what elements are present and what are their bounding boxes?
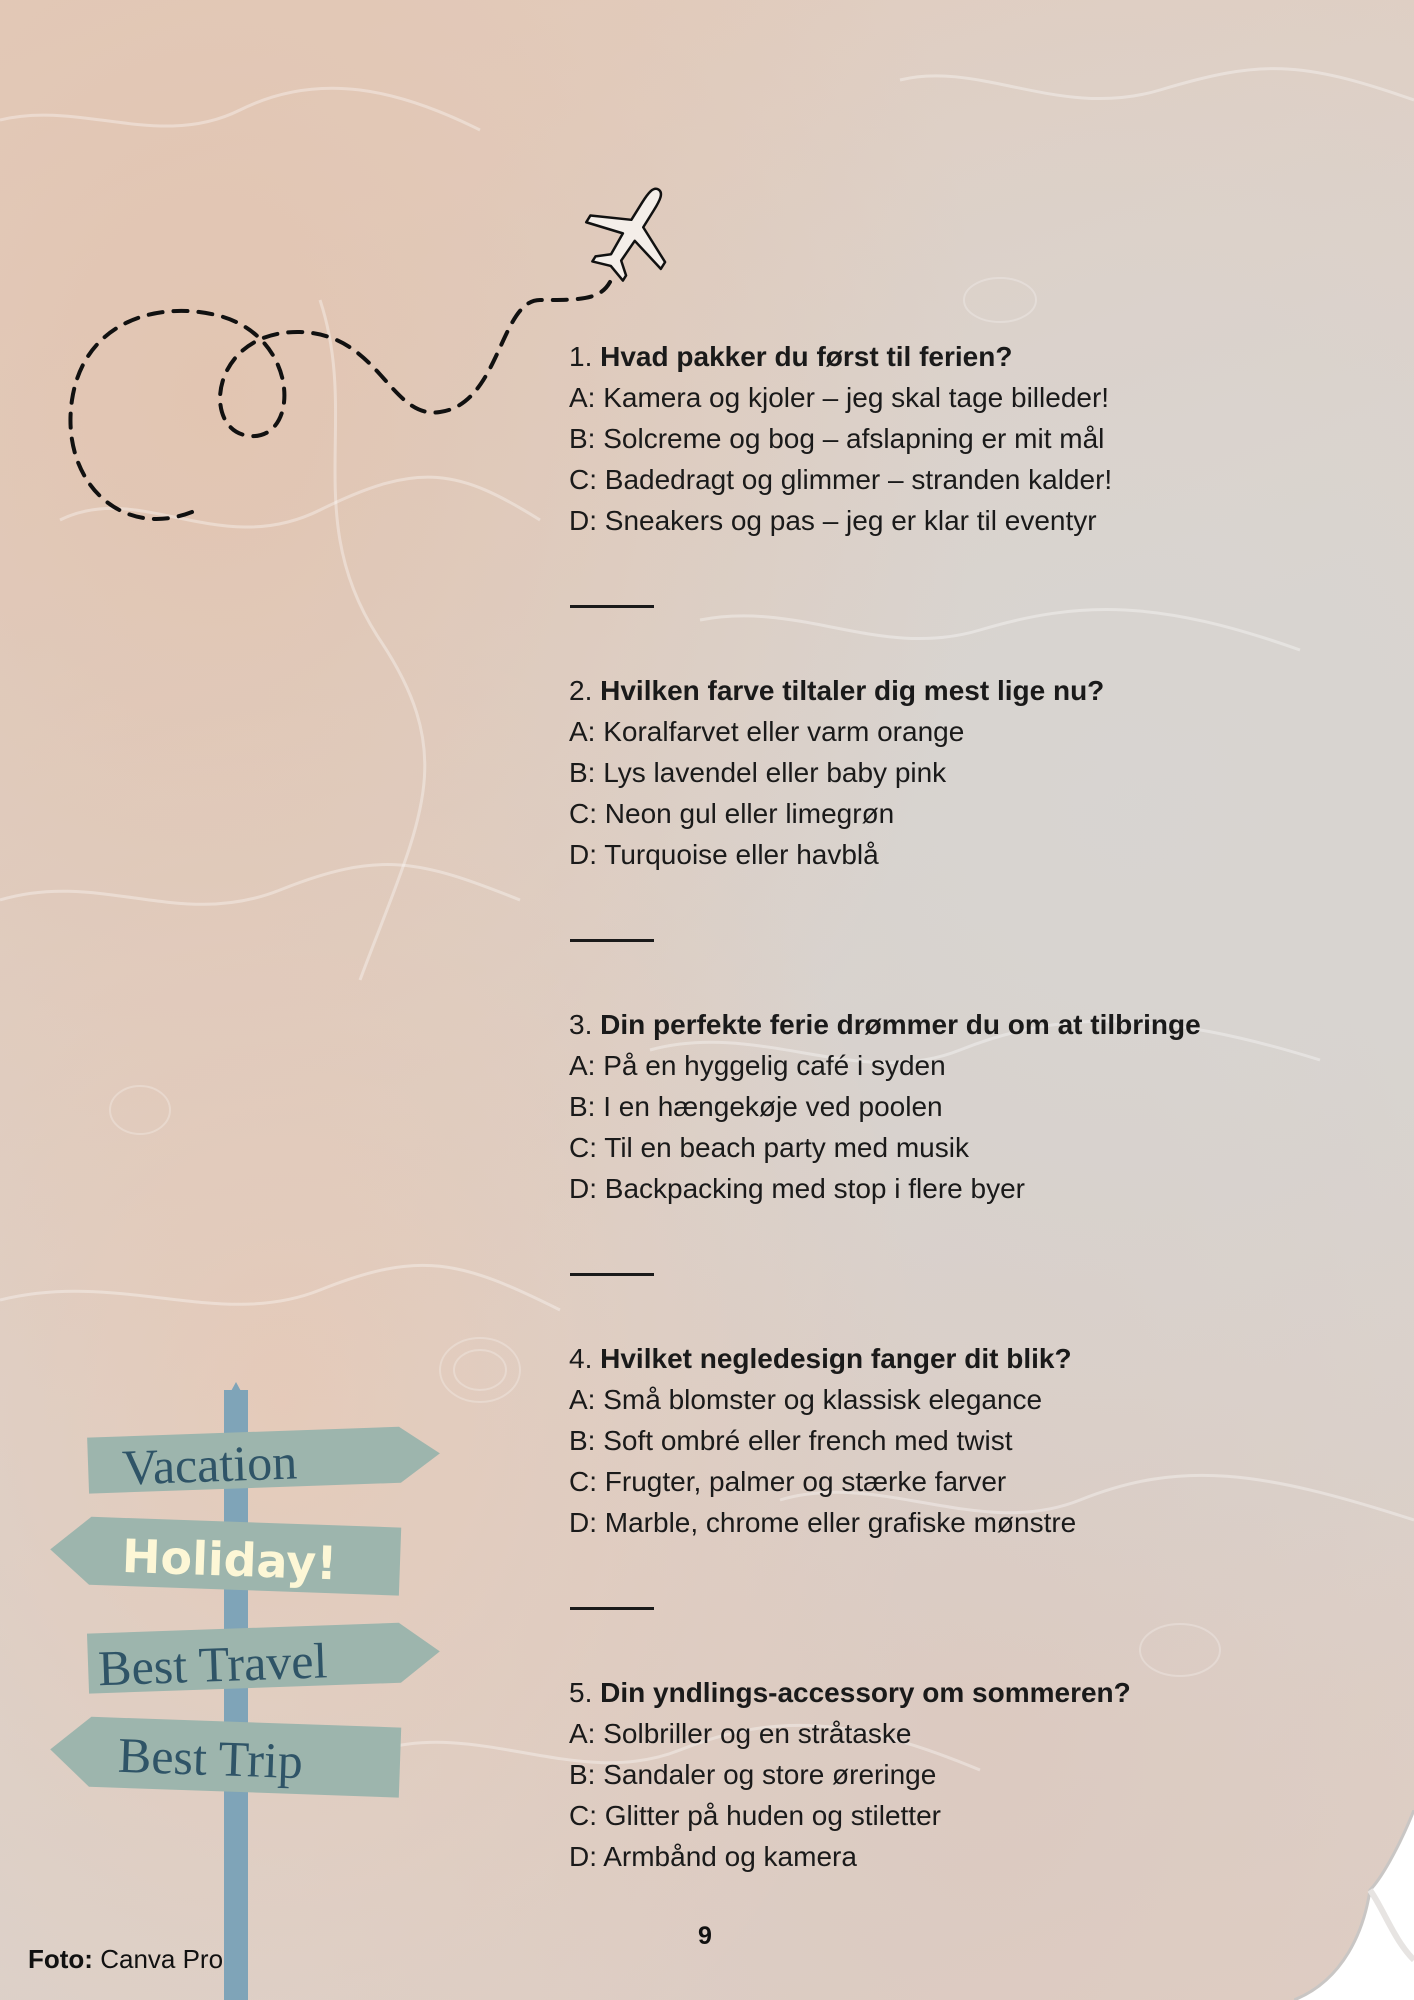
question-number: 3. (569, 1009, 593, 1040)
answer-option: B: Solcreme og bog – afslapning er mit mål (569, 423, 1105, 454)
answer-option: C: Glitter på huden og stiletter (569, 1800, 941, 1831)
question-number: 1. (569, 341, 593, 372)
answer-option: C: Neon gul eller limegrøn (569, 798, 895, 829)
sign-label: Vacation (121, 1433, 298, 1496)
sign-label: Best Travel (97, 1632, 329, 1697)
question-number: 2. (569, 675, 593, 706)
answer-option: D: Armbånd og kamera (569, 1841, 857, 1872)
answer-option: B: Sandaler og store øreringe (569, 1759, 937, 1790)
quiz-questions (569, 336, 1359, 1877)
question-block-4 (569, 1338, 1359, 1543)
page-curl (1294, 1810, 1414, 2000)
question-divider (570, 605, 654, 608)
sign-label: Holiday! (121, 1528, 339, 1591)
question-text: Din yndlings-accessory om sommeren? (600, 1677, 1131, 1708)
answer-option: D: Turquoise eller havblå (569, 839, 879, 870)
question-number: 5. (569, 1677, 593, 1708)
answer-option: D: Backpacking med stop i flere byer (569, 1173, 1025, 1204)
question-block-1 (569, 336, 1359, 541)
sign-vacation (87, 1425, 441, 1496)
question-text: Hvad pakker du først til ferien? (600, 341, 1013, 372)
airplane-icon (570, 166, 696, 294)
question-text: Hvilken farve tiltaler dig mest lige nu? (600, 675, 1105, 706)
answer-option: A: Små blomster og klassisk elegance (569, 1384, 1043, 1415)
sign-best-trip (49, 1715, 401, 1797)
answer-option: C: Til en beach party med musik (569, 1132, 969, 1163)
question-divider (570, 939, 654, 942)
sign-best-travel (87, 1621, 441, 1696)
question-block-2 (569, 670, 1359, 875)
answer-option: A: Kamera og kjoler – jeg skal tage billeder! (569, 382, 1110, 413)
signpost-illustration (40, 1380, 460, 2000)
question-block-5 (569, 1672, 1359, 1877)
question-title (569, 670, 1359, 711)
photo-credit (28, 1944, 223, 1975)
question-title (569, 1004, 1359, 1045)
answer-option: C: Badedragt og glimmer – stranden kalder! (569, 464, 1113, 495)
answer-option: D: Marble, chrome eller grafiske mønstre (569, 1507, 1077, 1538)
question-divider (570, 1607, 654, 1610)
answer-option: A: Solbriller og en stråtaske (569, 1718, 912, 1749)
answer-option: B: Lys lavendel eller baby pink (569, 757, 947, 788)
question-text: Hvilket negledesign fanger dit blik? (600, 1343, 1072, 1374)
dashed-flight-path (70, 282, 610, 519)
question-text: Din perfekte ferie drømmer du om at tilbringe (600, 1009, 1201, 1040)
sign-label: Best Trip (117, 1726, 304, 1790)
answer-option: A: Koralfarvet eller varm orange (569, 716, 965, 747)
answer-option: B: Soft ombré eller french med twist (569, 1425, 1013, 1456)
answer-option: C: Frugter, palmer og stærke farver (569, 1466, 1007, 1497)
question-number: 4. (569, 1343, 593, 1374)
answer-option: D: Sneakers og pas – jeg er klar til eventyr (569, 505, 1097, 536)
photo-credit-value: Canva Pro (100, 1944, 224, 1974)
answer-option: B: I en hængekøje ved poolen (569, 1091, 943, 1122)
question-title (569, 1672, 1359, 1713)
question-title (569, 1338, 1359, 1379)
sign-holiday (49, 1515, 401, 1595)
question-title (569, 336, 1359, 377)
page-number: 9 (698, 1922, 712, 1950)
photo-credit-label: Foto: (28, 1944, 93, 1974)
answer-option: A: På en hyggelig café i syden (569, 1050, 946, 1081)
question-divider (570, 1273, 654, 1276)
question-block-3 (569, 1004, 1359, 1209)
